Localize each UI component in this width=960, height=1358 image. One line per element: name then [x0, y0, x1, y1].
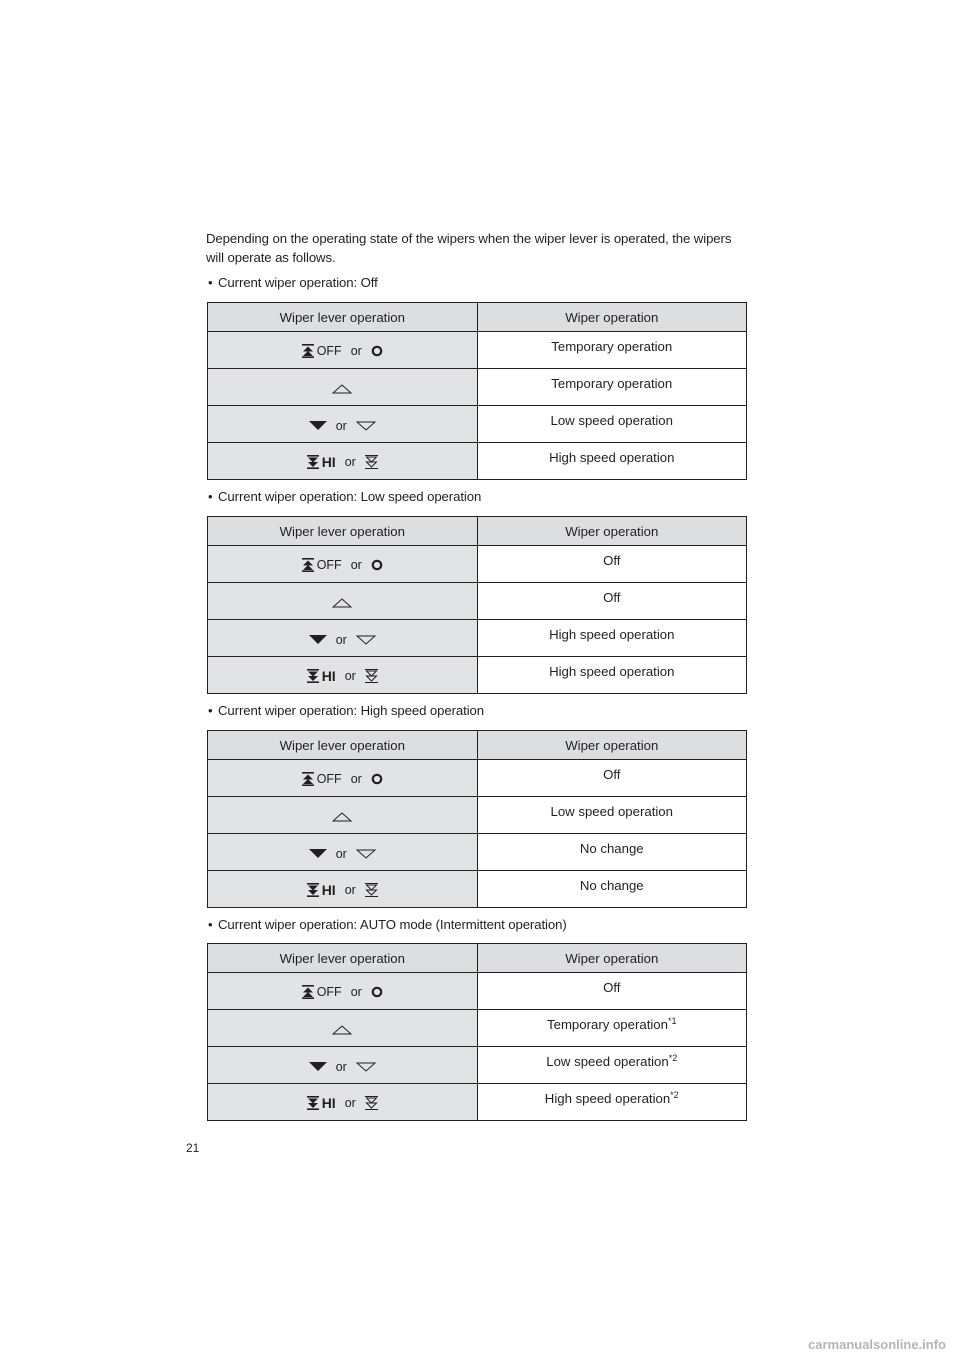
- down-outline-icon: [356, 421, 376, 431]
- lever-symbol: [332, 598, 352, 608]
- section-heading-text: Current wiper operation: AUTO mode (Intermittent operation): [218, 917, 567, 932]
- wiper-table: [207, 516, 747, 694]
- col-header-lever: Wiper lever operation: [208, 944, 478, 973]
- or-label: or: [350, 771, 362, 786]
- down-filled-icon: [309, 635, 327, 645]
- col-header-operation: Wiper operation: [477, 944, 747, 973]
- double-down-filled-icon: [307, 883, 319, 897]
- section-heading-text: Current wiper operation: Off: [218, 275, 378, 290]
- bullet-mark: •: [208, 703, 213, 718]
- or-label: or: [344, 669, 356, 683]
- col-header-operation: Wiper operation: [477, 517, 747, 546]
- lever-symbol: [307, 1095, 378, 1111]
- col-header-lever: Wiper lever operation: [208, 731, 478, 760]
- up-double-bar-icon: [302, 985, 314, 999]
- mist-circle-icon: [371, 345, 383, 357]
- operation-text: Low speed operation: [550, 803, 673, 819]
- mist-circle-icon: [371, 559, 383, 571]
- operation-cell: [477, 973, 747, 1010]
- lever-symbol: [307, 668, 378, 684]
- lever-cell: [208, 657, 478, 694]
- up-outline-icon: [332, 812, 352, 822]
- up-outline-icon: [332, 1025, 352, 1035]
- operation-text: High speed operation: [549, 663, 675, 679]
- lever-cell: [208, 973, 478, 1010]
- or-label: or: [344, 883, 356, 897]
- operation-text: Low speed operation: [546, 1054, 669, 1070]
- lever-cell: [208, 1047, 478, 1084]
- or-label: or: [350, 343, 362, 358]
- page-number: 21: [186, 1141, 200, 1155]
- lever-cell: [208, 620, 478, 657]
- lever-cell: [208, 332, 478, 369]
- off-label: OFF: [316, 557, 342, 572]
- bullet-mark: •: [208, 489, 213, 504]
- operation-cell: [477, 760, 747, 797]
- table-row: [208, 1010, 747, 1047]
- down-outline-icon: [356, 635, 376, 645]
- footnote-mark: *2: [668, 1052, 678, 1063]
- table-row: [208, 657, 747, 694]
- operation-cell: [477, 443, 747, 480]
- operation-cell: [477, 871, 747, 908]
- table-row: [208, 1084, 747, 1121]
- operation-text: Off: [603, 552, 621, 568]
- operation-cell: [477, 1084, 747, 1121]
- double-down-outline-icon: [365, 883, 378, 897]
- operation-text: Off: [603, 979, 621, 995]
- or-label: or: [350, 984, 362, 999]
- lever-cell: [208, 1010, 478, 1047]
- table-row: [208, 369, 747, 406]
- col-header-lever: Wiper lever operation: [208, 303, 478, 332]
- lever-symbol: [307, 882, 378, 898]
- lever-cell: [208, 797, 478, 834]
- double-down-outline-icon: [365, 455, 378, 469]
- col-header-lever: Wiper lever operation: [208, 517, 478, 546]
- up-double-bar-icon: [302, 772, 314, 786]
- lever-symbol: [309, 847, 376, 861]
- double-down-outline-icon: [365, 1096, 378, 1110]
- table-row: [208, 620, 747, 657]
- operation-text: Off: [603, 766, 621, 782]
- table-row: [208, 406, 747, 443]
- off-label: OFF: [316, 771, 342, 786]
- or-label: or: [335, 632, 347, 647]
- lever-symbol: [332, 1025, 352, 1035]
- table-row: [208, 1047, 747, 1084]
- table-row: [208, 760, 747, 797]
- table-row: [208, 871, 747, 908]
- table-row: [208, 546, 747, 583]
- table-row: [208, 583, 747, 620]
- operation-cell: [477, 583, 747, 620]
- mist-circle-icon: [371, 773, 383, 785]
- double-down-filled-icon: [307, 669, 319, 683]
- down-filled-icon: [309, 849, 327, 859]
- lever-symbol: [302, 772, 383, 786]
- operation-cell: [477, 546, 747, 583]
- operation-cell: [477, 369, 747, 406]
- operation-cell: [477, 834, 747, 871]
- lever-symbol: [302, 985, 383, 999]
- bullet-mark: •: [208, 275, 213, 290]
- operation-cell: [477, 1047, 747, 1084]
- hi-label: HI: [321, 454, 336, 470]
- operation-text: High speed operation: [549, 626, 675, 642]
- table-row: [208, 973, 747, 1010]
- up-outline-icon: [332, 598, 352, 608]
- double-down-filled-icon: [307, 455, 319, 469]
- lever-cell: [208, 1084, 478, 1121]
- operation-text: High speed operation: [544, 1091, 671, 1107]
- operation-text: Low speed operation: [550, 412, 673, 428]
- operation-cell: [477, 1010, 747, 1047]
- off-label: OFF: [316, 984, 342, 999]
- lever-cell: [208, 546, 478, 583]
- operation-text: Temporary operation: [551, 338, 673, 354]
- lever-symbol: [302, 344, 383, 358]
- operation-text: Off: [603, 589, 621, 605]
- col-header-operation: Wiper operation: [477, 303, 747, 332]
- operation-text: No change: [579, 840, 644, 856]
- section-heading: [208, 703, 484, 718]
- operation-cell: [477, 797, 747, 834]
- operation-cell: [477, 406, 747, 443]
- up-double-bar-icon: [302, 558, 314, 572]
- lever-symbol: [307, 454, 378, 470]
- double-down-outline-icon: [365, 669, 378, 683]
- or-label: or: [344, 1096, 356, 1110]
- intro-paragraph: Depending on the operating state of the wipers when the wiper lever is operated, the wipers will operate as follows.: [206, 231, 732, 265]
- wiper-table: [207, 302, 747, 480]
- operation-text: High speed operation: [549, 449, 675, 465]
- lever-symbol: [332, 384, 352, 394]
- hi-label: HI: [321, 1095, 336, 1111]
- operation-cell: [477, 620, 747, 657]
- down-filled-icon: [309, 1062, 327, 1072]
- down-filled-icon: [309, 421, 327, 431]
- hi-label: HI: [321, 882, 336, 898]
- mist-circle-icon: [371, 986, 383, 998]
- table-row: [208, 332, 747, 369]
- double-down-filled-icon: [307, 1096, 319, 1110]
- footnote-mark: *2: [670, 1089, 679, 1100]
- lever-cell: [208, 369, 478, 406]
- lever-symbol: [332, 812, 352, 822]
- section-heading: [208, 917, 567, 932]
- lever-symbol: [309, 633, 376, 647]
- lever-cell: [208, 760, 478, 797]
- bullet-mark: •: [208, 917, 213, 932]
- operation-text: No change: [579, 877, 644, 893]
- operation-cell: [477, 332, 747, 369]
- table-row: [208, 443, 747, 480]
- hi-label: HI: [321, 668, 336, 684]
- lever-symbol: [309, 419, 376, 433]
- footnote-mark: *1: [667, 1015, 677, 1026]
- up-double-bar-icon: [302, 344, 314, 358]
- lever-cell: [208, 443, 478, 480]
- watermark: carmanualsonline.info: [808, 1337, 946, 1352]
- off-label: OFF: [316, 343, 342, 358]
- section-heading-text: Current wiper operation: Low speed operation: [218, 489, 482, 504]
- or-label: or: [335, 1059, 347, 1074]
- or-label: or: [335, 418, 347, 433]
- down-outline-icon: [356, 1062, 376, 1072]
- lever-symbol: [309, 1060, 376, 1074]
- operation-cell: [477, 657, 747, 694]
- lever-cell: [208, 871, 478, 908]
- section-heading: [208, 489, 481, 504]
- col-header-operation: Wiper operation: [477, 731, 747, 760]
- section-heading-text: Current wiper operation: High speed operation: [218, 703, 485, 718]
- operation-text: Temporary operation: [547, 1017, 668, 1033]
- or-label: or: [350, 557, 362, 572]
- lever-symbol: [302, 558, 383, 572]
- table-row: [208, 834, 747, 871]
- lever-cell: [208, 406, 478, 443]
- up-outline-icon: [332, 384, 352, 394]
- or-label: or: [344, 455, 356, 469]
- or-label: or: [335, 846, 347, 861]
- lever-cell: [208, 834, 478, 871]
- lever-cell: [208, 583, 478, 620]
- wiper-table: [207, 730, 747, 908]
- section-heading: [208, 275, 378, 290]
- operation-text: Temporary operation: [551, 375, 673, 391]
- wiper-table: [207, 943, 747, 1121]
- table-row: [208, 797, 747, 834]
- down-outline-icon: [356, 849, 376, 859]
